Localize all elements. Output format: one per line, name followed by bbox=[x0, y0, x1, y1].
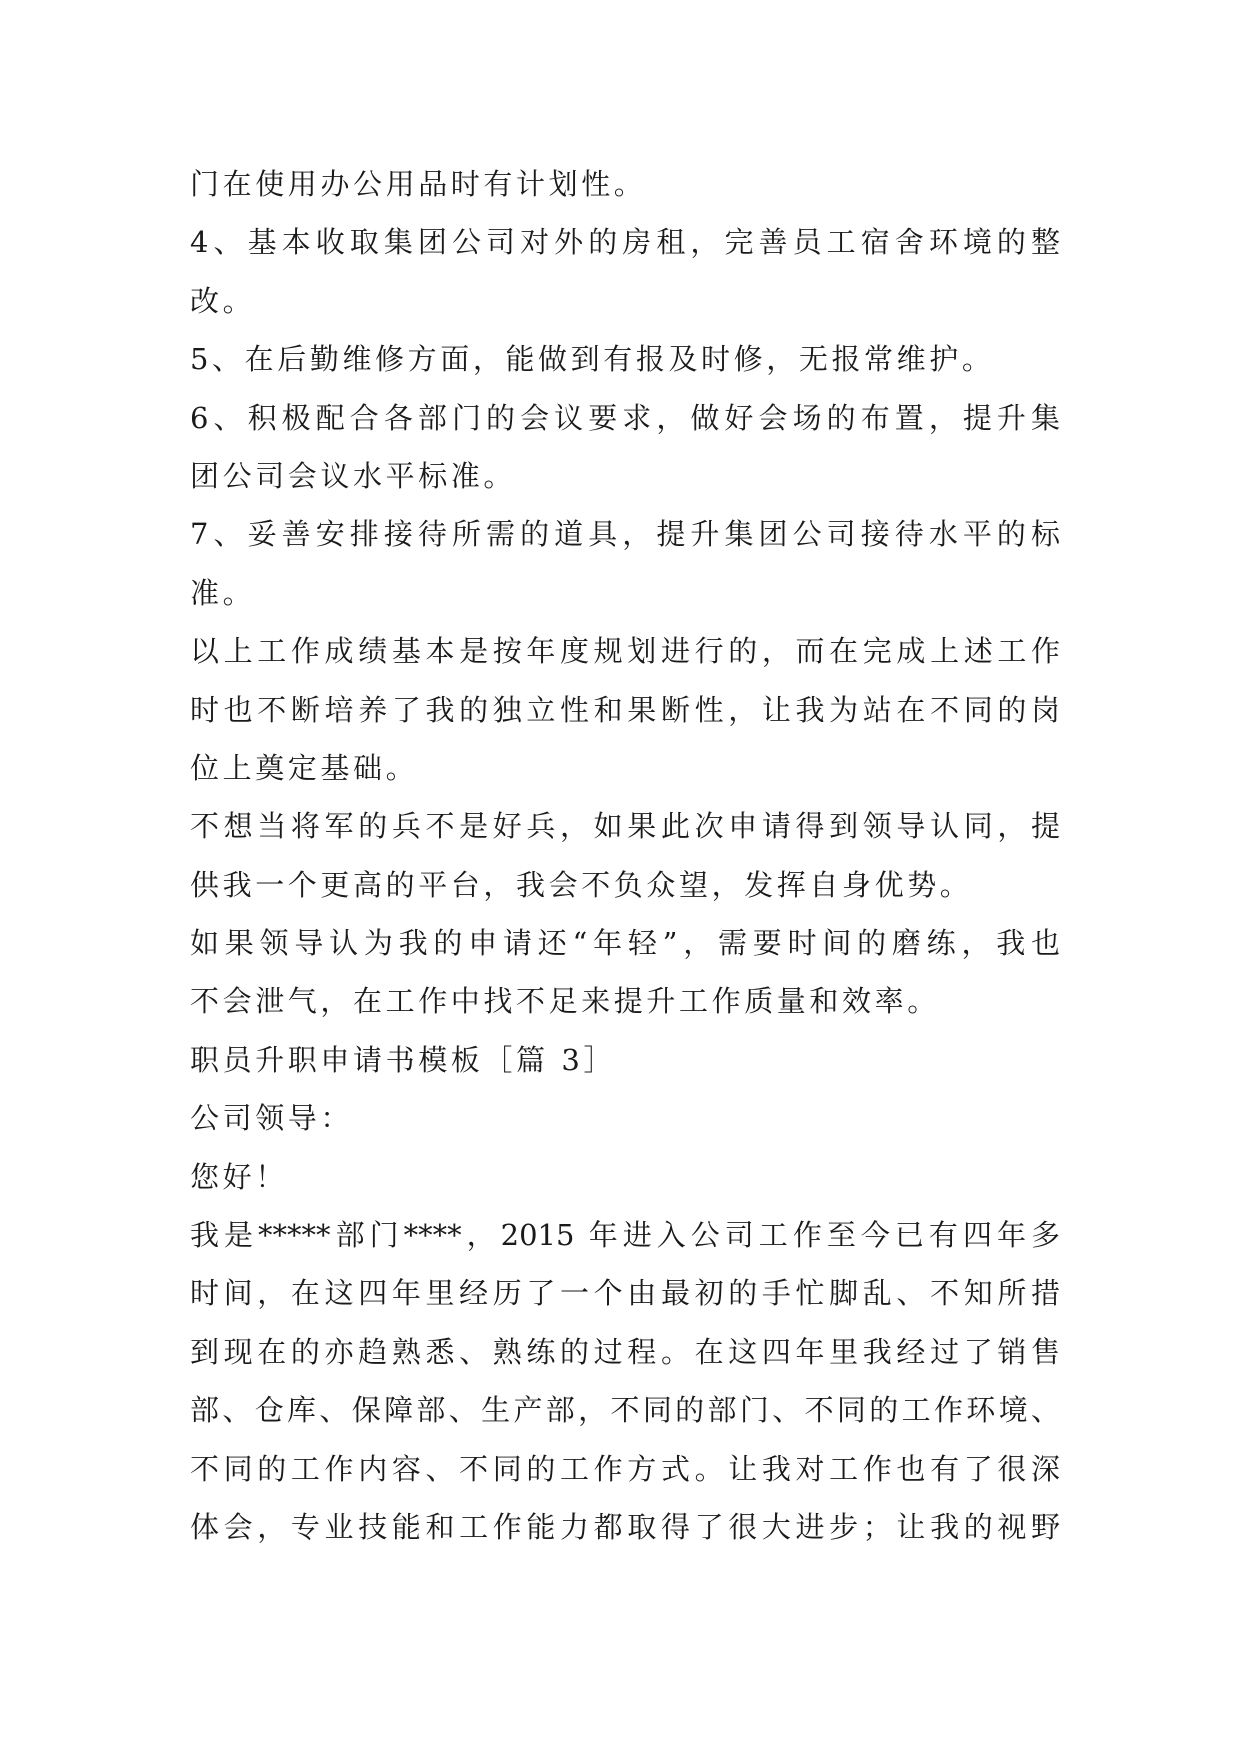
text-line: 门在使用办公用品时有计划性。 bbox=[190, 167, 647, 201]
text-line: 4、基本收取集团公司对外的房租，完善员工宿舍环境的整 bbox=[190, 225, 1060, 260]
document-body bbox=[190, 155, 1060, 1556]
text-line: 不想当将军的兵不是好兵，如果此次申请得到领导认同，提 bbox=[190, 809, 1060, 844]
text-line: 部、仓库、保障部、生产部，不同的部门、不同的工作环境、 bbox=[190, 1393, 1060, 1428]
text-line: 时也不断培养了我的独立性和果断性，让我为站在不同的岗 bbox=[190, 692, 1060, 727]
text-line: 公司领导： bbox=[190, 1101, 354, 1136]
text-line: 改。 bbox=[190, 283, 256, 318]
text-line: 6、积极配合各部门的会议要求，做好会场的布置，提升集 bbox=[190, 400, 1060, 435]
text-line: 位上奠定基础。 bbox=[190, 750, 419, 785]
text-line: 供我一个更高的平台，我会不负众望，发挥自身优势。 bbox=[190, 867, 973, 902]
text-line: 准。 bbox=[190, 575, 256, 610]
text-line: 团公司会议水平标准。 bbox=[190, 458, 517, 493]
text-line: 以上工作成绩基本是按年度规划进行的，而在完成上述工作 bbox=[190, 634, 1060, 669]
text-line: 5、在后勤维修方面，能做到有报及时修，无报常维护。 bbox=[190, 342, 995, 377]
text-line: 不同的工作内容、不同的工作方式。让我对工作也有了很深 bbox=[190, 1451, 1060, 1486]
text-line: 您好！ bbox=[190, 1159, 288, 1194]
text-line: 7、妥善安排接待所需的道具，提升集团公司接待水平的标 bbox=[190, 517, 1060, 552]
text-line: 我是*****部门****，2015 年进入公司工作至今已有四年多 bbox=[190, 1218, 1060, 1253]
text-line: 如果领导认为我的申请还“年轻”，需要时间的磨练，我也 bbox=[190, 926, 1060, 961]
text-line: 体会，专业技能和工作能力都取得了很大进步；让我的视野 bbox=[190, 1509, 1060, 1544]
text-line: 到现在的亦趋熟悉、熟练的过程。在这四年里我经过了销售 bbox=[190, 1334, 1060, 1369]
text-line: 时间，在这四年里经历了一个由最初的手忙脚乱、不知所措 bbox=[190, 1276, 1060, 1311]
text-line: 职员升职申请书模板［篇 3］ bbox=[190, 1042, 617, 1077]
text-line: 不会泄气，在工作中找不足来提升工作质量和效率。 bbox=[190, 984, 940, 1019]
